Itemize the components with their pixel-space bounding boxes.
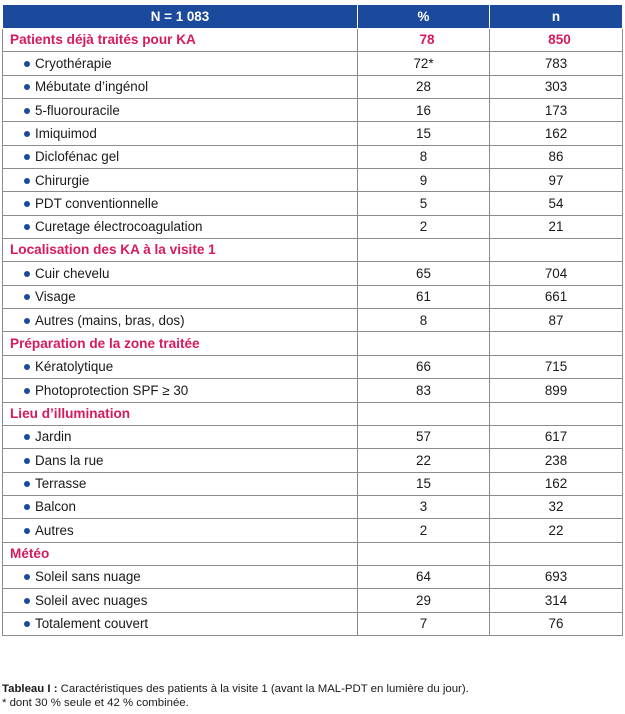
table-row <box>3 425 623 448</box>
section-title: Préparation de la zone traitée <box>3 332 358 355</box>
row-count: 783 <box>490 52 623 75</box>
bullet-icon <box>24 224 30 230</box>
row-label <box>3 449 358 472</box>
row-label <box>3 145 358 168</box>
row-label <box>3 565 358 588</box>
table-row <box>3 449 623 472</box>
row-percent: 9 <box>358 169 490 192</box>
section-title: Localisation des KA à la visite 1 <box>3 239 358 262</box>
bullet-icon <box>24 504 30 510</box>
table-row <box>3 472 623 495</box>
section-title: Lieu d’illumination <box>3 402 358 425</box>
section-row <box>3 542 623 565</box>
table-row <box>3 75 623 98</box>
bullet-icon <box>24 318 30 324</box>
row-label <box>3 122 358 145</box>
row-label-text: Diclofénac gel <box>35 149 120 165</box>
row-label <box>3 215 358 238</box>
row-count: 314 <box>490 589 623 612</box>
table-row <box>3 379 623 402</box>
section-row <box>3 29 623 52</box>
row-count: 661 <box>490 285 623 308</box>
table-row <box>3 192 623 215</box>
bullet-icon <box>24 364 30 370</box>
row-count: 238 <box>490 449 623 472</box>
row-count: 87 <box>490 309 623 332</box>
section-title: Météo <box>3 542 358 565</box>
table-row <box>3 589 623 612</box>
table-row <box>3 285 623 308</box>
table-row <box>3 612 623 635</box>
table-row <box>3 215 623 238</box>
section-percent: 78 <box>358 29 490 52</box>
row-label-text: 5-fluorouracile <box>35 102 120 118</box>
row-count: 899 <box>490 379 623 402</box>
table-row <box>3 122 623 145</box>
row-label-text: Imiquimod <box>35 125 97 141</box>
table-row <box>3 495 623 518</box>
table-body <box>3 5 623 636</box>
bullet-icon <box>24 528 30 534</box>
row-label <box>3 192 358 215</box>
section-percent <box>358 239 490 262</box>
row-label-text: Mébutate d’ingénol <box>35 79 149 95</box>
bullet-icon <box>24 481 30 487</box>
row-percent: 57 <box>358 425 490 448</box>
table-row <box>3 355 623 378</box>
row-label-text: Jardin <box>35 429 72 445</box>
row-percent: 15 <box>358 472 490 495</box>
table-row <box>3 99 623 122</box>
table-caption <box>2 682 622 710</box>
row-percent: 64 <box>358 565 490 588</box>
bullet-icon <box>24 201 30 207</box>
row-label-text: Autres <box>35 522 74 538</box>
row-label-text: Cuir chevelu <box>35 265 110 281</box>
bullet-icon <box>24 574 30 580</box>
row-percent: 5 <box>358 192 490 215</box>
row-label <box>3 355 358 378</box>
table-row <box>3 519 623 542</box>
row-label <box>3 612 358 635</box>
row-label-text: Totalement couvert <box>35 616 149 632</box>
section-percent <box>358 542 490 565</box>
section-count <box>490 402 623 425</box>
table-row <box>3 262 623 285</box>
row-label-text: Autres (mains, bras, dos) <box>35 312 185 328</box>
row-label-text: Soleil sans nuage <box>35 569 141 585</box>
row-percent: 3 <box>358 495 490 518</box>
bullet-icon <box>24 294 30 300</box>
row-label-text: Soleil avec nuages <box>35 592 148 608</box>
row-label-text: Kératolytique <box>35 359 114 375</box>
section-row <box>3 239 623 262</box>
row-label-text: Dans la rue <box>35 452 104 468</box>
row-percent: 72* <box>358 52 490 75</box>
row-count: 162 <box>490 122 623 145</box>
row-label-text: Terrasse <box>35 476 87 491</box>
section-count: 850 <box>490 29 623 52</box>
row-label <box>3 75 358 98</box>
row-label-text: Balcon <box>35 499 76 515</box>
row-label <box>3 472 358 495</box>
row-label <box>3 169 358 192</box>
row-percent: 61 <box>358 285 490 308</box>
section-row <box>3 402 623 425</box>
header-row <box>3 5 623 29</box>
bullet-icon <box>24 131 30 137</box>
row-label-text: Visage <box>35 289 76 305</box>
bullet-icon <box>24 178 30 184</box>
caption-footnote: * dont 30 % seule et 42 % combinée. <box>2 697 189 709</box>
row-count: 22 <box>490 519 623 542</box>
row-count: 715 <box>490 355 623 378</box>
table-row <box>3 309 623 332</box>
bullet-icon <box>24 84 30 90</box>
row-label <box>3 519 358 542</box>
section-count <box>490 332 623 355</box>
row-count: 617 <box>490 425 623 448</box>
row-count: 173 <box>490 99 623 122</box>
bullet-icon <box>24 598 30 604</box>
table-row <box>3 145 623 168</box>
row-label <box>3 425 358 448</box>
section-count <box>490 542 623 565</box>
row-percent: 2 <box>358 215 490 238</box>
bullet-icon <box>24 61 30 67</box>
row-label-text: Chirurgie <box>35 172 90 188</box>
row-percent: 15 <box>358 122 490 145</box>
characteristics-table <box>2 4 623 636</box>
row-label <box>3 99 358 122</box>
header-count: n <box>490 5 623 29</box>
row-label-text: Cryothérapie <box>35 55 112 71</box>
table-row <box>3 52 623 75</box>
row-label <box>3 285 358 308</box>
section-count <box>490 239 623 262</box>
header-label: N = 1 083 <box>3 5 358 29</box>
row-label <box>3 262 358 285</box>
bullet-icon <box>24 108 30 114</box>
row-percent: 7 <box>358 612 490 635</box>
bullet-icon <box>24 621 30 627</box>
row-count: 21 <box>490 215 623 238</box>
row-label-text: Curetage électrocoagulation <box>35 219 203 235</box>
caption-label: Tableau I : <box>2 683 58 695</box>
row-count: 693 <box>490 565 623 588</box>
row-percent: 22 <box>358 449 490 472</box>
table-row <box>3 565 623 588</box>
section-percent <box>358 402 490 425</box>
row-label <box>3 379 358 402</box>
row-label <box>3 495 358 518</box>
section-title: Patients déjà traités pour KA <box>3 29 358 52</box>
row-label <box>3 52 358 75</box>
row-count: 97 <box>490 169 623 192</box>
table-row <box>3 169 623 192</box>
row-count: 76 <box>490 612 623 635</box>
bullet-icon <box>24 154 30 160</box>
section-row <box>3 332 623 355</box>
caption-line <box>2 682 622 696</box>
header-percent: % <box>358 5 490 29</box>
row-percent: 65 <box>358 262 490 285</box>
section-percent <box>358 332 490 355</box>
row-count: 86 <box>490 145 623 168</box>
row-label <box>3 309 358 332</box>
row-count: 162 <box>490 472 623 495</box>
bullet-icon <box>24 388 30 394</box>
row-percent: 28 <box>358 75 490 98</box>
row-label-text: PDT conventionnelle <box>35 195 159 211</box>
bullet-icon <box>24 271 30 277</box>
row-count: 32 <box>490 495 623 518</box>
row-label-text: Photoprotection SPF ≥ 30 <box>35 382 189 398</box>
row-percent: 8 <box>358 145 490 168</box>
row-count: 704 <box>490 262 623 285</box>
row-percent: 29 <box>358 589 490 612</box>
row-count: 303 <box>490 75 623 98</box>
row-percent: 2 <box>358 519 490 542</box>
row-label <box>3 589 358 612</box>
row-count: 54 <box>490 192 623 215</box>
bullet-icon <box>24 434 30 440</box>
caption-text: Caractéristiques des patients à la visite 1 (avant la MAL-PDT en lumière du jour). <box>57 683 469 695</box>
row-percent: 16 <box>358 99 490 122</box>
bullet-icon <box>24 458 30 464</box>
row-percent: 66 <box>358 355 490 378</box>
row-percent: 8 <box>358 309 490 332</box>
row-percent: 83 <box>358 379 490 402</box>
